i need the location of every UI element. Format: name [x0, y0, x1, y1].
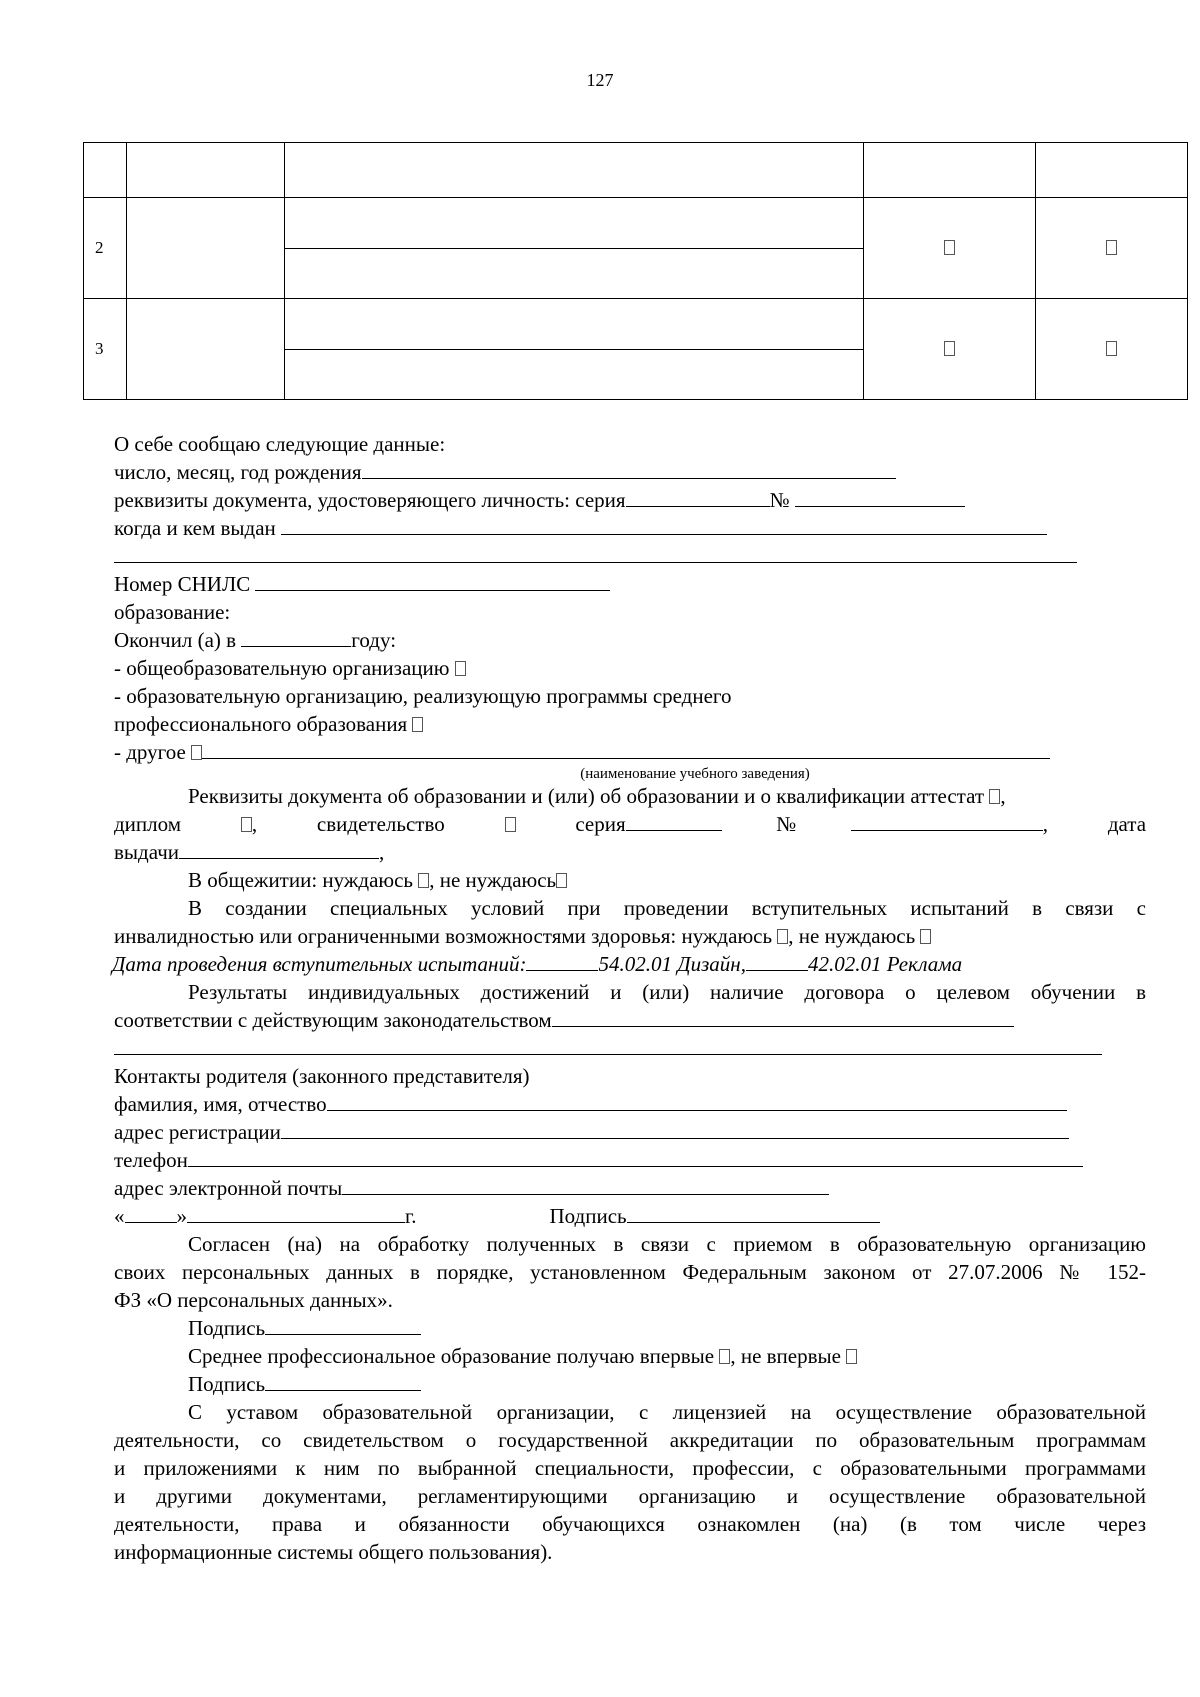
month-field[interactable]	[187, 1204, 405, 1223]
dorm-no-label: , не нуждаюсь	[429, 868, 557, 892]
checkbox[interactable]	[846, 1349, 857, 1364]
checkbox[interactable]	[777, 929, 788, 944]
checkbox[interactable]	[505, 817, 516, 832]
fio-line	[114, 1090, 1146, 1118]
design-date-field[interactable]	[526, 952, 598, 971]
certificate-label: свидетельство	[316, 812, 445, 836]
checkbox[interactable]	[556, 873, 567, 888]
table-cell	[126, 299, 284, 400]
charter-line-4: и другими документами, регламентирующими организацию и осуществление образовательной	[114, 1484, 1146, 1508]
table-cell	[284, 249, 863, 299]
issued-line	[114, 514, 1146, 542]
charter-line-1: С уставом образовательной организации, с лицензией на осуществление образовательной	[188, 1400, 1146, 1424]
consent-line-2: своих персональных данных в порядке, установленном Федеральным законом от 27.07.2006 № 152-	[114, 1260, 1146, 1284]
achievements-field-2[interactable]	[114, 1036, 1102, 1055]
table-cell	[284, 143, 863, 198]
checkbox[interactable]	[241, 817, 252, 832]
table-cell	[284, 198, 863, 249]
special-no-label: , не нуждаюсь	[788, 924, 916, 948]
about-self: О себе сообщаю следующие данные:	[114, 432, 446, 456]
checkbox[interactable]	[944, 341, 955, 356]
issued-field-2[interactable]	[114, 544, 1077, 563]
table-cell	[126, 143, 284, 198]
signature-label: Подпись	[188, 1316, 266, 1340]
comma: ,	[1000, 784, 1006, 808]
diploma-label: диплом	[114, 812, 182, 836]
checkbox[interactable]	[920, 929, 931, 944]
phone-line	[114, 1146, 1146, 1174]
special-line-2	[114, 922, 1146, 950]
spo-org-label: профессионального образования	[114, 712, 408, 736]
exam-date-label: Дата проведения вступительных испытаний:	[112, 952, 527, 976]
quote-open: «	[114, 1204, 125, 1228]
charter-line-5: деятельности, права и обязанности обучающихся ознакомлен (на) (в том числе через	[114, 1512, 1146, 1536]
table-cell	[126, 198, 284, 299]
snils-line	[114, 570, 1146, 598]
table-row	[84, 299, 1188, 350]
charter-line-6: информационные системы общего пользования).	[114, 1540, 553, 1564]
table-cell	[84, 143, 127, 198]
issue-label: выдачи	[114, 840, 179, 864]
id-doc-line	[114, 486, 1146, 514]
issued-field[interactable]	[281, 516, 1047, 535]
applications-table	[83, 142, 1188, 400]
consent-line-3: ФЗ «О персональных данных».	[114, 1288, 393, 1312]
checkbox[interactable]	[455, 661, 466, 676]
date-label: дата	[1107, 812, 1147, 836]
checkbox[interactable]	[191, 745, 202, 760]
spo-org-line-1: - образовательную организацию, реализующую программы среднего	[114, 684, 732, 708]
edu-doc-line-1	[114, 782, 1146, 810]
checkbox[interactable]	[719, 1349, 730, 1364]
table-cell	[1036, 299, 1188, 400]
graduation-year-field[interactable]	[241, 628, 351, 647]
table-cell	[1036, 143, 1188, 198]
edu-series-field[interactable]	[626, 812, 722, 831]
year-label: г.	[405, 1204, 417, 1228]
birth-date-label: число, месяц, год рождения	[114, 460, 362, 484]
achievements-line-1: Результаты индивидуальных достижений и (или) наличие договора о целевом обучении в	[188, 980, 1146, 1004]
table-row	[84, 198, 1188, 249]
fio-label: фамилия, имя, отчество	[114, 1092, 327, 1116]
date-sign-line	[114, 1202, 1146, 1230]
comma: ,	[1042, 812, 1049, 836]
general-org-label: - общеобразовательную организацию	[114, 656, 450, 680]
achievements-line-3	[114, 1034, 1146, 1062]
quote-close: »	[176, 1204, 187, 1228]
special-label: инвалидностью или ограниченными возможностями здоровья: нуждаюсь	[114, 924, 773, 948]
issue-date-field[interactable]	[179, 840, 379, 859]
signature-line-1	[114, 1314, 1146, 1342]
id-doc-label: реквизиты документа, удостоверяющего личность: серия	[114, 488, 626, 512]
reg-address-label: адрес регистрации	[114, 1120, 281, 1144]
edu-doc-line-2	[114, 810, 1146, 838]
reg-address-field[interactable]	[281, 1120, 1069, 1139]
dorm-label: В общежитии: нуждаюсь	[188, 868, 413, 892]
applicant-form	[114, 430, 1146, 1566]
parent-contacts: Контакты родителя (законного представителя)	[114, 1064, 530, 1088]
other-line	[114, 738, 1146, 766]
email-label: адрес электронной почты	[114, 1176, 343, 1200]
achievements-line-2	[114, 1006, 1146, 1034]
checkbox[interactable]	[1106, 240, 1117, 255]
other-field[interactable]	[202, 740, 1050, 759]
spo-org-line-2	[114, 710, 1146, 738]
checkbox[interactable]	[412, 717, 423, 732]
special-line-1: В создании специальных условий при проведении вступительных испытаний в связи с	[188, 896, 1146, 920]
issued-label: когда и кем выдан	[114, 516, 276, 540]
education-label: образование:	[114, 600, 231, 624]
reg-address-line	[114, 1118, 1146, 1146]
ads-label: 42.02.01 Реклама	[807, 952, 963, 976]
signature-line-2	[114, 1370, 1146, 1398]
phone-label: телефон	[114, 1148, 188, 1172]
issued-line-2	[114, 542, 1146, 570]
birth-date-line	[114, 458, 1146, 486]
general-org-line	[114, 654, 1146, 682]
series-group	[575, 812, 1048, 836]
charter-line-2: деятельности, со свидетельством о государственной аккредитации по образовательным программам	[114, 1428, 1146, 1452]
comma: ,	[379, 840, 385, 864]
id-number-field[interactable]	[795, 488, 965, 507]
row-number: 2	[84, 198, 127, 299]
snils-field[interactable]	[255, 572, 610, 591]
comma: ,	[251, 812, 258, 836]
spo-first-line	[114, 1342, 1146, 1370]
row-number: 3	[84, 299, 127, 400]
table-cell	[864, 198, 1036, 299]
institution-caption: (наименование учебного заведения)	[580, 766, 810, 782]
birth-date-field[interactable]	[362, 460, 896, 479]
no-label: №	[769, 488, 790, 512]
exam-date-line	[112, 950, 1146, 978]
spo-not-first-label: , не впервые	[730, 1344, 841, 1368]
table-row	[84, 143, 1188, 198]
graduated-label: Окончил (а) в	[114, 628, 237, 652]
edu-number-field[interactable]	[851, 812, 1043, 831]
signature-field[interactable]	[627, 1204, 880, 1223]
graduated-year-label: году:	[351, 628, 397, 652]
no-label: №	[721, 812, 851, 836]
signature-label: Подпись	[188, 1372, 266, 1396]
graduated-line	[114, 626, 1146, 654]
signature-field[interactable]	[265, 1316, 421, 1335]
dorm-line	[114, 866, 1146, 894]
achievements-label: соответствии с действующим законодательством	[114, 1008, 552, 1032]
other-label: - другое	[114, 740, 186, 764]
phone-field[interactable]	[188, 1148, 1083, 1167]
edu-doc-label: Реквизиты документа об образовании и (или) об образовании и о квалификации аттестат	[188, 784, 985, 808]
email-line	[114, 1174, 1146, 1202]
signature-field[interactable]	[265, 1372, 421, 1391]
checkbox[interactable]	[944, 240, 955, 255]
issue-line	[114, 838, 1146, 866]
table-cell	[1036, 198, 1188, 299]
series-label: серия	[575, 812, 626, 836]
table-cell	[284, 350, 863, 400]
achievements-field[interactable]	[552, 1008, 1014, 1027]
fio-field[interactable]	[327, 1092, 1067, 1111]
table-cell	[864, 299, 1036, 400]
consent-line-1: Согласен (на) на обработку полученных в связи с приемом в образовательную организацию	[188, 1232, 1146, 1256]
table-cell	[864, 143, 1036, 198]
charter-line-3: и приложениями к ним по выбранной специальности, профессии, с образовательными программами	[114, 1456, 1146, 1480]
snils-label: Номер СНИЛС	[114, 572, 251, 596]
checkbox[interactable]	[1106, 341, 1117, 356]
ads-date-field[interactable]	[746, 952, 808, 971]
day-field[interactable]	[125, 1204, 177, 1223]
spo-first-label: Среднее профессиональное образование получаю впервые	[188, 1344, 715, 1368]
checkbox[interactable]	[418, 873, 429, 888]
page-number: 127	[586, 70, 614, 90]
checkbox[interactable]	[989, 789, 1000, 804]
signature-label: Подпись	[549, 1204, 627, 1228]
email-field[interactable]	[342, 1176, 829, 1195]
design-label: 54.02.01 Дизайн,	[598, 952, 746, 976]
id-series-field[interactable]	[626, 488, 770, 507]
table-cell	[284, 299, 863, 350]
